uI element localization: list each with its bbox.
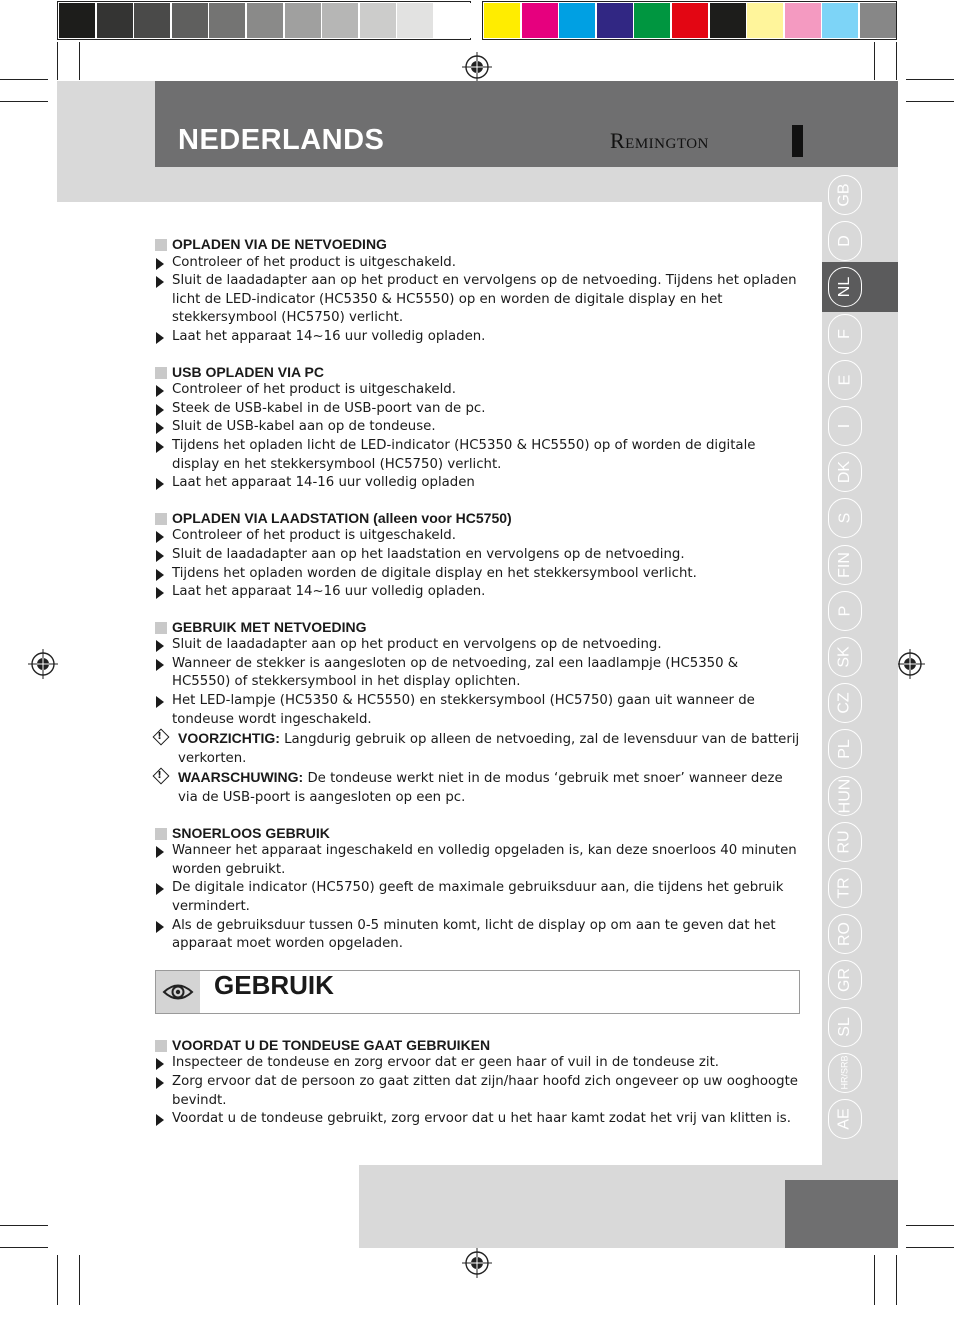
crop-mark <box>874 42 875 80</box>
language-tab-gr[interactable] <box>828 960 862 1000</box>
warning-text: Langdurig gebruik op alleen de netvoeding, zal de levensduur van de batterij verkorten. <box>178 732 800 766</box>
bullet-text: Wanneer de stekker is aangesloten op de netvoeding, zal een laadlampje (HC5350 & HC5550) of stekkersymbool in het display oplichten. <box>172 655 739 690</box>
bullet-item <box>155 842 800 879</box>
crop-mark <box>0 1247 48 1248</box>
language-tab-fin[interactable] <box>828 545 862 585</box>
language-tab-label: DK <box>835 461 853 484</box>
bullet-arrow-icon <box>156 696 164 708</box>
color-swatch <box>559 3 595 38</box>
bullet-text: Sluit de laadadapter aan op het product en vervolgens op de netvoeding. <box>172 637 662 653</box>
language-tab-p[interactable] <box>828 591 862 631</box>
bullet-item <box>155 474 800 493</box>
crop-mark <box>896 1255 897 1305</box>
language-tab-label: SK <box>836 646 853 668</box>
color-swatch <box>634 3 670 38</box>
bullet-arrow-icon <box>156 478 164 490</box>
language-tab-ru[interactable] <box>828 822 862 862</box>
color-swatch <box>522 3 558 38</box>
color-swatch <box>747 3 783 38</box>
language-tab-label: SL <box>835 1016 853 1037</box>
bullet-text: Sluit de USB-kabel aan op de tondeuse. <box>172 419 436 435</box>
bullet-item <box>155 272 800 328</box>
color-swatch <box>322 3 358 38</box>
bullet-arrow-icon <box>156 1077 164 1089</box>
bullet-arrow-icon <box>156 531 164 543</box>
warning-text: De tondeuse werkt niet in de modus ‘gebruik met snoer’ wanneer deze via de USB-poort is aangesloten op een pc. <box>178 771 783 806</box>
language-tab-pl[interactable] <box>828 729 862 769</box>
color-swatch <box>97 3 133 38</box>
color-swatch <box>672 3 708 38</box>
registration-mark-icon <box>462 1248 492 1278</box>
color-swatch <box>710 3 746 38</box>
page-number-block <box>785 1180 898 1248</box>
language-tab-label: P <box>835 605 853 617</box>
language-tab-label: S <box>835 513 853 524</box>
brand-logo-mark <box>792 125 803 157</box>
language-tab-label: RU <box>835 830 853 854</box>
crop-mark <box>0 1225 48 1226</box>
language-tab-f[interactable] <box>828 314 862 354</box>
language-tab-label: GR <box>836 968 853 993</box>
language-tab-label: F <box>836 328 853 339</box>
bullet-text: Tijdens het opladen worden de digitale display en het stekkersymbool verlicht. <box>172 565 697 581</box>
bullet-arrow-icon <box>156 883 164 895</box>
language-tab-label: GB <box>836 183 853 207</box>
warning-icon <box>153 729 170 746</box>
gebruik-heading-box <box>155 970 800 1014</box>
section-title: OPLADEN VIA DE NETVOEDING <box>155 235 800 254</box>
bullet-item <box>155 565 800 584</box>
bullet-text: Zorg ervoor dat de persoon zo gaat zitten dat zijn/haar hoofd zich ongeveer op uw ooghoogte bevindt. <box>172 1073 798 1108</box>
bullet-item <box>155 1110 800 1129</box>
section-title: OPLADEN VIA LAADSTATION (alleen voor HC5750) <box>155 509 800 528</box>
crop-mark <box>0 79 48 80</box>
bullet-text: Steek de USB-kabel in de USB-poort van de pc. <box>172 400 486 416</box>
language-tab-ro[interactable] <box>828 914 862 954</box>
brand-logo: Remington <box>610 128 709 153</box>
bullet-item <box>155 879 800 916</box>
bullet-item <box>155 1054 800 1073</box>
bullet-text: Wanneer het apparaat ingeschakeld en volledig opgeladen is, kan deze snoerloos 40 minuten worden gebruikt. <box>172 843 797 877</box>
bullet-item <box>155 1073 800 1110</box>
bullet-item <box>155 917 800 954</box>
bullet-arrow-icon <box>156 258 164 270</box>
crop-mark <box>79 1255 80 1305</box>
bullet-arrow-icon <box>156 332 164 344</box>
bullet-item <box>155 254 800 273</box>
crop-mark <box>906 79 954 80</box>
language-tab-label: RO <box>836 922 853 947</box>
section-title: USB OPLADEN VIA PC <box>155 363 800 382</box>
bullet-text: Controleer of het product is uitgeschakeld. <box>172 528 456 544</box>
crop-mark <box>874 1255 875 1305</box>
bullet-arrow-icon <box>156 659 164 671</box>
color-swatch <box>597 3 633 38</box>
language-tab-label: FIN <box>836 551 853 578</box>
bullet-text: Laat het apparaat 14~16 uur volledig opladen. <box>172 328 486 344</box>
bullet-arrow-icon <box>156 550 164 562</box>
language-tab-sl[interactable] <box>828 1007 862 1047</box>
language-tab-label: HR/SRB <box>839 1055 850 1090</box>
color-swatch <box>134 3 170 38</box>
bullet-text: Laat het apparaat 14-16 uur volledig opladen <box>172 475 475 491</box>
bullet-text: Sluit de laadadapter aan op het laadstation en vervolgens op de netvoeding. <box>172 546 685 562</box>
bullet-text: Tijdens het opladen licht de LED-indicator (HC5350 & HC5550) op of worden de digitale display en het stekkersymbool (HC5750) verlicht. <box>172 437 756 472</box>
section-title: VOORDAT U DE TONDEUSE GAAT GEBRUIKEN <box>155 1036 800 1055</box>
language-tab-hr-srb[interactable] <box>828 1053 862 1093</box>
bullet-text: Voordat u de tondeuse gebruikt, zorg ervoor dat u het haar kamt zodat het vrij van klitten is. <box>172 1111 791 1127</box>
warning-label: WAARSCHUWING: <box>178 769 304 786</box>
language-tab-ae[interactable] <box>828 1099 862 1139</box>
language-tab-nl[interactable] <box>828 267 862 307</box>
crop-mark <box>57 42 58 80</box>
crop-mark <box>906 1225 954 1226</box>
section-title: SNOERLOOS GEBRUIK <box>155 824 800 843</box>
bullet-arrow-icon <box>156 441 164 453</box>
crop-mark <box>906 101 954 102</box>
color-swatch <box>59 3 95 38</box>
bullet-arrow-icon <box>156 1058 164 1070</box>
bullet-text: Controleer of het product is uitgeschakeld. <box>172 382 456 398</box>
language-tab-label: D <box>836 235 853 247</box>
crop-mark <box>57 1255 58 1305</box>
color-swatch <box>484 3 520 38</box>
bullet-item <box>155 381 800 400</box>
language-tab-label: NL <box>835 277 853 298</box>
registration-mark-icon <box>895 649 925 679</box>
bullet-arrow-icon <box>156 276 164 288</box>
language-tab-label: CZ <box>835 692 853 714</box>
language-tab-hun[interactable] <box>828 776 862 816</box>
bullet-item <box>155 692 800 729</box>
bullet-item <box>155 437 800 474</box>
bullet-item <box>155 655 800 692</box>
warning-icon <box>153 768 170 785</box>
bullet-item <box>155 583 800 602</box>
warning-item <box>155 768 800 807</box>
crop-mark <box>896 42 897 80</box>
language-tab-label: AE <box>836 1108 853 1130</box>
bullet-arrow-icon <box>156 569 164 581</box>
language-tab-dk[interactable] <box>828 452 862 492</box>
language-tab-i[interactable] <box>828 406 862 446</box>
bullet-text: Controleer of het product is uitgeschakeld. <box>172 254 456 270</box>
language-tab-sk[interactable] <box>828 637 862 677</box>
bullet-text: Het LED-lampje (HC5350 & HC5550) en stekkersymbool (HC5750) gaan uit wanneer de tondeuse wordt ingeschakeld. <box>172 693 755 727</box>
bullet-arrow-icon <box>156 921 164 933</box>
color-swatch <box>785 3 821 38</box>
bullet-item <box>155 527 800 546</box>
bullet-item <box>155 400 800 419</box>
color-swatch <box>435 3 471 38</box>
color-swatch <box>285 3 321 38</box>
bullet-arrow-icon <box>156 385 164 397</box>
main-content <box>155 235 800 1129</box>
bullet-item <box>155 418 800 437</box>
bullet-arrow-icon <box>156 422 164 434</box>
language-tab-e[interactable] <box>828 360 862 400</box>
bullet-text: Laat het apparaat 14~16 uur volledig opladen. <box>172 584 486 600</box>
registration-mark-icon <box>462 52 492 82</box>
color-swatch <box>172 3 208 38</box>
color-swatch <box>397 3 433 38</box>
gebruik-title: GEBRUIK <box>214 969 334 1000</box>
color-swatch <box>360 3 396 38</box>
color-swatch <box>860 3 896 38</box>
bullet-arrow-icon <box>156 1114 164 1126</box>
section-title: GEBRUIK MET NETVOEDING <box>155 618 800 637</box>
language-tab-label: PL <box>835 739 853 760</box>
language-tab-s[interactable] <box>828 498 862 538</box>
language-tab-gb[interactable] <box>828 175 862 215</box>
language-tab-cz[interactable] <box>828 683 862 723</box>
bullet-item <box>155 636 800 655</box>
bullet-item <box>155 546 800 565</box>
color-swatch <box>209 3 245 38</box>
bullet-arrow-icon <box>156 587 164 599</box>
warning-label: VOORZICHTIG: <box>178 730 280 747</box>
page-title: NEDERLANDS <box>178 124 385 156</box>
bullet-arrow-icon <box>156 640 164 652</box>
bullet-text: Als de gebruiksduur tussen 0-5 minuten komt, licht de display op om aan te geven dat het apparaat moet worden opgeladen. <box>172 917 776 952</box>
registration-mark-icon <box>28 649 58 679</box>
color-swatch <box>822 3 858 38</box>
bullet-arrow-icon <box>156 404 164 416</box>
bullet-text: Inspecteer de tondeuse en zorg ervoor dat er geen haar of vuil in de tondeuse zit. <box>172 1055 720 1071</box>
eye-icon <box>156 971 200 1013</box>
language-tab-label: TR <box>835 877 853 899</box>
language-tab-d[interactable] <box>828 221 862 261</box>
bullet-text: Sluit de laadadapter aan op het product en vervolgens op de netvoeding. Tijdens het opladen licht de LED-indicator (HC5350 & HC5550) op en worden de digitale display en het stekkersymbool (HC5750) verlicht. <box>172 273 797 326</box>
language-tab-label: HUN <box>836 778 854 813</box>
warning-item <box>155 729 800 768</box>
language-tab-label: E <box>835 374 853 386</box>
crop-mark <box>0 101 48 102</box>
bullet-item <box>155 328 800 347</box>
color-swatch <box>247 3 283 38</box>
bullet-text: De digitale indicator (HC5750) geeft de maximale gebruiksduur aan, die tijdens het gebruik vermindert. <box>172 880 784 914</box>
language-tab-tr[interactable] <box>828 868 862 908</box>
crop-mark <box>79 42 80 80</box>
crop-mark <box>906 1247 954 1248</box>
bullet-arrow-icon <box>156 846 164 858</box>
language-tab-label: I <box>835 423 853 429</box>
